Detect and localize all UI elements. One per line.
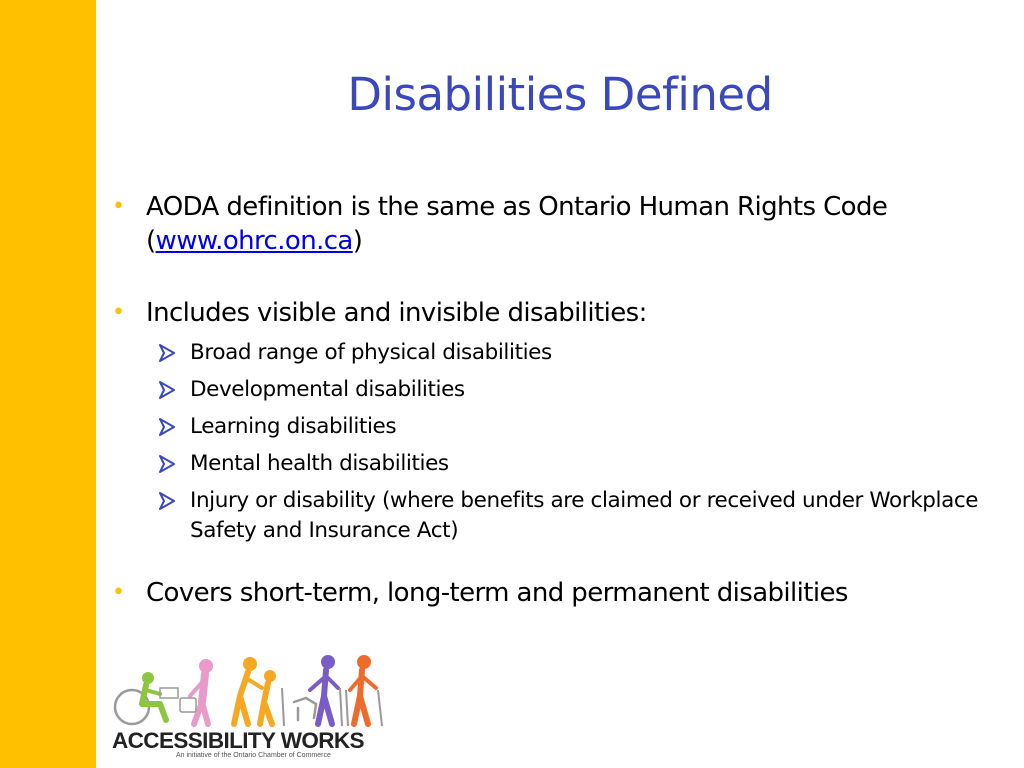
arrow-right-icon	[158, 381, 176, 399]
bullet-dot: •	[112, 580, 125, 605]
logo-name: ACCESSIBILITY WORKS	[112, 728, 364, 753]
side-accent-bar	[0, 0, 96, 768]
bullet-text: Covers short-term, long-term and permanent disabilities	[146, 578, 848, 608]
sub-bullet-text: Developmental disabilities	[190, 377, 465, 402]
bullet-item	[112, 296, 1012, 330]
sub-bullet-item	[112, 375, 1012, 405]
sub-bullet-item	[112, 486, 1012, 546]
bullet-text: Includes visible and invisible disabilities:	[146, 298, 647, 328]
sub-bullet-item	[112, 338, 1012, 368]
slide-title: Disabilities Defined	[347, 68, 773, 121]
bullet-item	[112, 190, 1012, 258]
accessibility-works-logo	[110, 652, 390, 762]
arrow-right-icon	[158, 344, 176, 362]
sub-bullet-text: Learning disabilities	[190, 414, 397, 439]
bullet-dot: •	[112, 194, 125, 219]
slide-content	[112, 190, 1012, 610]
sub-bullet-text: Injury or disability (where benefits are claimed or received under Workplace Safety and Insurance Act)	[190, 488, 979, 543]
bullet-dot: •	[112, 300, 125, 325]
arrow-right-icon	[158, 455, 176, 473]
sub-bullet-item	[112, 412, 1012, 442]
bullet-text: AODA definition is the same as Ontario Human Rights Code (	[146, 192, 888, 256]
bullet-text-end: )	[352, 226, 363, 256]
logo-tagline: An initiative of the Ontario Chamber of Commerce	[176, 752, 331, 759]
ohrc-link[interactable]: www.ohrc.on.ca	[155, 226, 353, 256]
people-figures-icon	[110, 652, 390, 730]
arrow-right-icon	[158, 418, 176, 436]
bullet-item	[112, 576, 1012, 610]
sub-bullet-text: Broad range of physical disabilities	[190, 340, 552, 365]
sub-bullet-item	[112, 449, 1012, 479]
arrow-right-icon	[158, 492, 176, 510]
sub-bullet-text: Mental health disabilities	[190, 451, 449, 476]
